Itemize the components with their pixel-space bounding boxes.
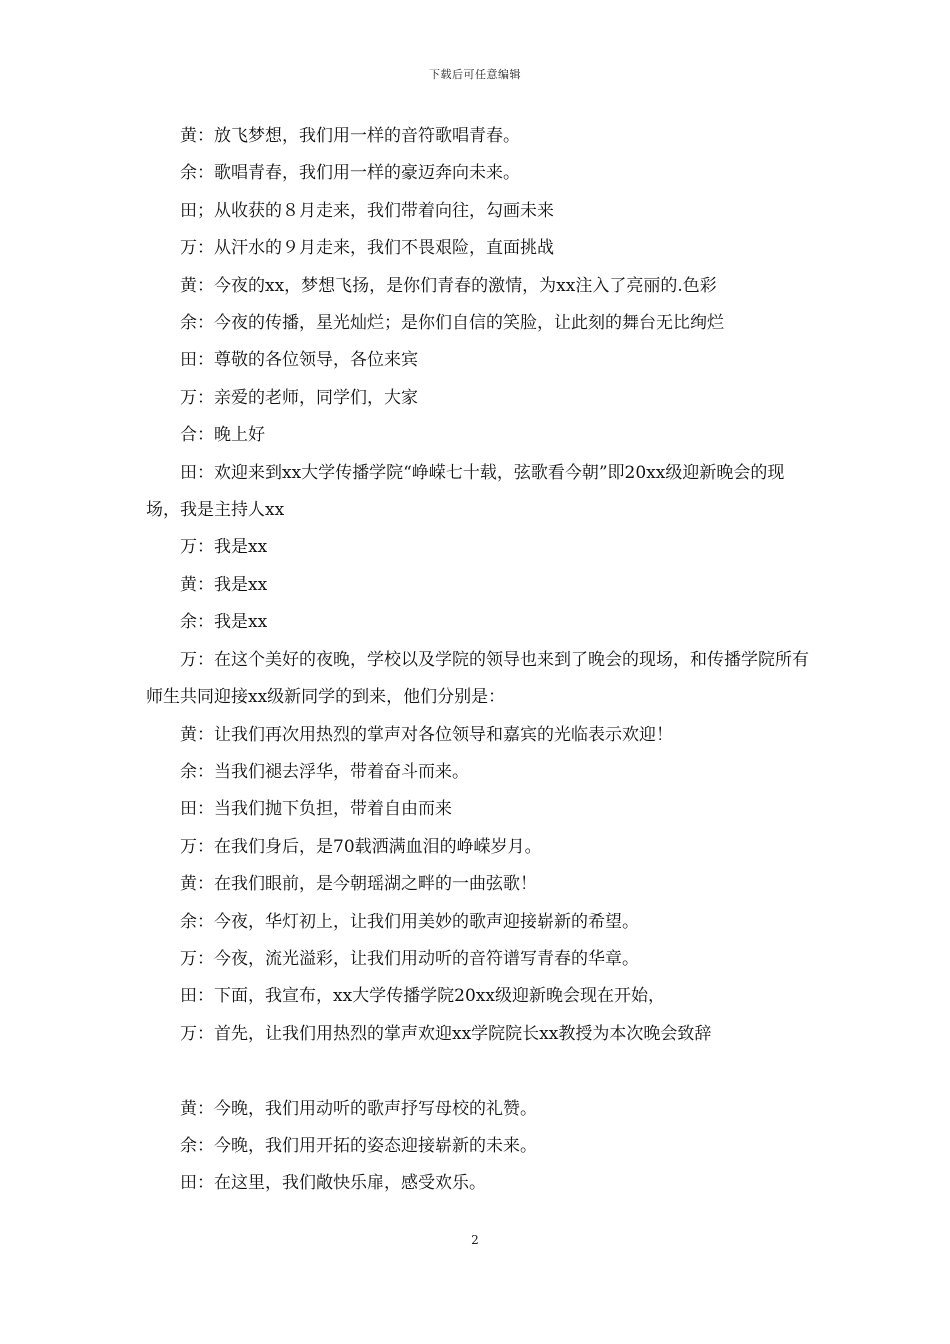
dialogue-line-26: 田：在这里，我们敞快乐扉，感受欢乐。 [180, 1173, 486, 1194]
dialogue-line-25: 余：今晚，我们用开拓的姿态迎接崭新的未来。 [180, 1135, 537, 1156]
dialogue-line-7: 田：尊敬的各位领导，各位来宾 [180, 350, 418, 371]
dialogue-line-20: 余：今夜，华灯初上，让我们用美妙的歌声迎接崭新的希望。 [180, 911, 639, 932]
dialogue-line-5: 黄：今夜的xx，梦想飞扬，是你们青春的激情，为xx注入了亮丽的.色彩 [180, 275, 717, 296]
dialogue-line-10: 田：欢迎来到xx大学传播学院“峥嵘七十载，弦歌看今朝”即20xx级迎新晚会的现场，我是主持人xx [146, 462, 785, 521]
dialogue-line-8: 万：亲爱的老师，同学们，大家 [180, 387, 418, 408]
document-body [146, 118, 814, 1203]
dialogue-line-1: 黄：放飞梦想，我们用一样的音符歌唱青春。 [180, 126, 520, 146]
page-header: 下载后可任意编辑 [429, 68, 521, 81]
dialogue-line-23: 万：首先，让我们用热烈的掌声欢迎xx学院院长xx教授为本次晚会致辞 [180, 1023, 712, 1044]
dialogue-line-14: 万：在这个美好的夜晚，学校以及学院的领导也来到了晚会的现场，和传播学院所有师生共同迎接xx级新同学的到来，他们分别是： [146, 649, 809, 708]
dialogue-line-21: 万：今夜，流光溢彩，让我们用动听的音符谱写青春的华章。 [180, 948, 639, 969]
dialogue-line-19: 黄：在我们眼前，是今朝瑶湖之畔的一曲弦歌！ [180, 874, 537, 895]
dialogue-line-24: 黄：今晚，我们用动听的歌声抒写母校的礼赞。 [180, 1098, 537, 1119]
page-number: 2 [471, 1233, 479, 1247]
dialogue-line-2: 余：歌唱青春，我们用一样的豪迈奔向未来。 [180, 163, 520, 184]
dialogue-line-4: 万：从汗水的９月走来，我们不畏艰险，直面挑战 [180, 238, 554, 259]
dialogue-line-18: 万：在我们身后，是70载洒满血泪的峥嵘岁月。 [180, 836, 542, 857]
dialogue-line-11: 万：我是xx [180, 537, 268, 558]
dialogue-line-9: 合：晚上好 [180, 425, 265, 446]
dialogue-line-16: 余：当我们褪去浮华，带着奋斗而来。 [180, 761, 469, 782]
dialogue-line-13: 余：我是xx [180, 612, 268, 633]
blank-line [146, 1053, 814, 1090]
dialogue-line-22: 田：下面，我宣布，xx大学传播学院20xx级迎新晚会现在开始， [180, 986, 665, 1007]
dialogue-line-12: 黄：我是xx [180, 574, 268, 595]
dialogue-line-3: 田；从收获的８月走来，我们带着向往，勾画未来 [180, 200, 554, 221]
dialogue-line-6: 余：今夜的传播，星光灿烂；是你们自信的笑脸，让此刻的舞台无比绚烂 [180, 313, 724, 334]
dialogue-line-17: 田：当我们抛下负担，带着自由而来 [180, 799, 452, 820]
dialogue-line-15: 黄：让我们再次用热烈的掌声对各位领导和嘉宾的光临表示欢迎！ [180, 724, 673, 745]
